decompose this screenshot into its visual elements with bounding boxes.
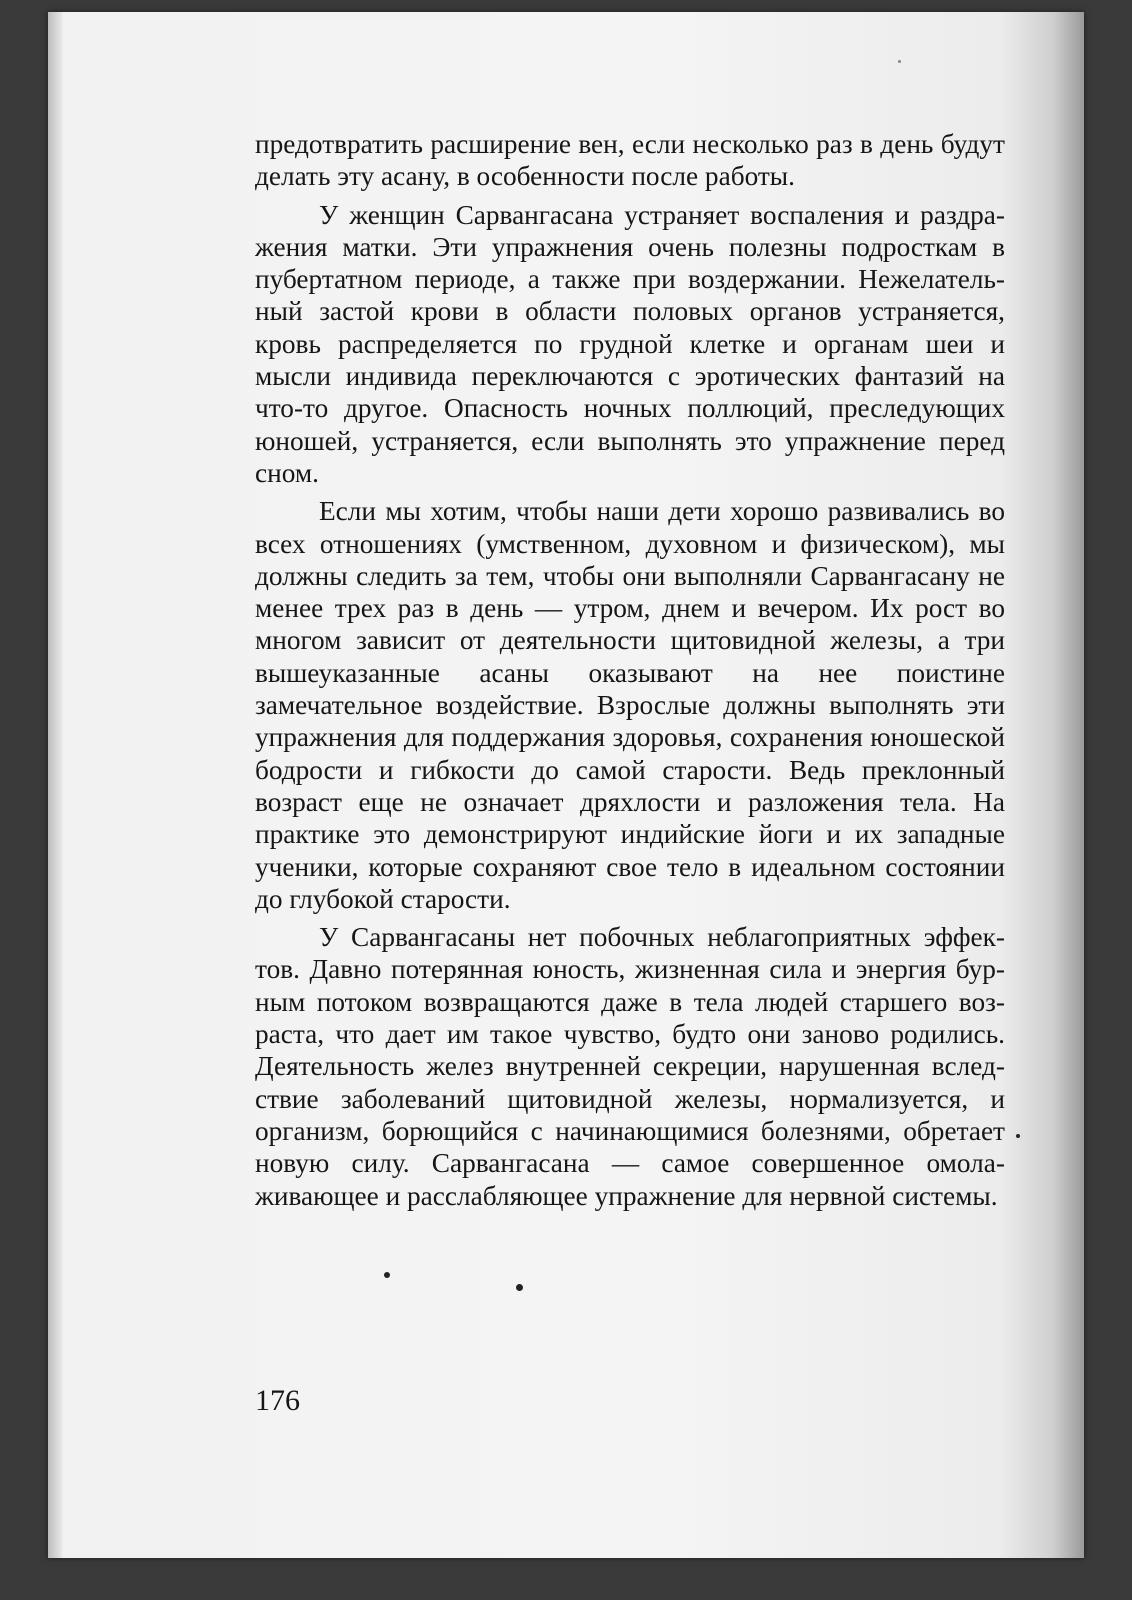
- paragraph-1: предотвратить расширение вен, если несколько раз в день будут делать эту асану, в особенности после работы.: [255, 129, 1005, 192]
- ink-speck: [384, 1272, 390, 1278]
- paragraph-3: Если мы хотим, чтобы наши дети хорошо развивались во всех отношениях (умственном, духовном и физическом), мы должны следить за тем, чтобы они выполняли Сарвангасану не менее трех раз в день — утром, днем и вечером. Их рост во многом зависит от деятельности щитовидной железы, а три вышеуказанные асаны оказывают на нее поистине замечательное воздействие. Взрослые должны выполнять эти упражнения для поддержания здоровья, сохранения юношеской бодрости и гибкости до самой старости. Ведь преклонный возраст еще не означает дряхлости и разложения тела. На практике это демонстрируют индийские йоги и их западные ученики, которые сохраняют свое тело в идеальном состоянии до глубокой старости.: [255, 496, 1005, 914]
- body-text: [255, 128, 1005, 1218]
- paragraph-2: У женщин Сарвангасана устраняет воспаления и раздражения матки. Эти упражнения очень полезны подросткам в пубертатном периоде, а также при воздержании. Нежелательный застой крови в области половых органов устраняется, кровь распределяется по грудной клетке и органам шеи и мысли индивида переключаются с эротических фантазий на что-то другое. Опасность ночных поллюций, преследующих юношей, устраняется, если выполнять это упражнение перед сном.: [255, 199, 1005, 488]
- ink-speck: [1016, 1134, 1020, 1138]
- ink-speck: [898, 60, 901, 63]
- book-page: [48, 12, 1084, 1558]
- paragraph-4: У Сарвангасаны нет побочных неблагоприятных эффектов. Давно потерянная юность, жизненная сила и энергия бурным потоком возвращаются даже в тела людей старшего возраста, что дает им такое чувство, будто они заново родились. Деятельность желез внутренней секреции, нарушенная вследствие заболеваний щитовидной железы, нормализуется, и организм, борющийся с начинающимися болезнями, обретает новую силу. Сарвангасана — самое совершенное омолаживающее и расслабляющее упражнение для нервной системы.: [255, 922, 1005, 1211]
- page-edge-shadow: [48, 12, 62, 1558]
- page-number: 176: [255, 1384, 300, 1417]
- ink-speck: [516, 1284, 523, 1291]
